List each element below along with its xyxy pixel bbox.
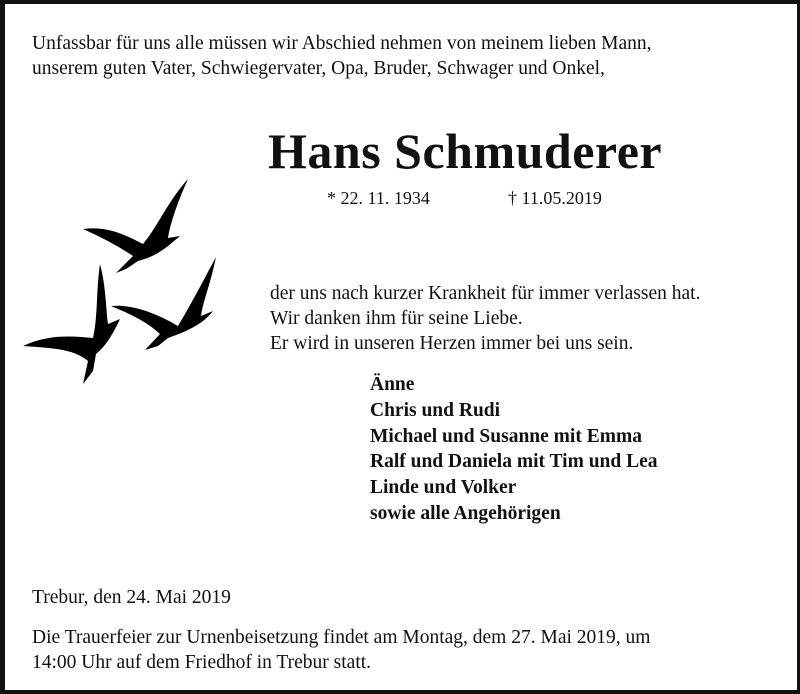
mourner: Michael und Susanne mit Emma [370, 425, 642, 447]
funeral-line-1: Die Trauerfeier zur Urnenbeisetzung findet am Montag, dem 27. Mai 2019, um [32, 627, 651, 648]
message-line-1: der uns nach kurzer Krankheit für immer verlassen hat. [270, 283, 701, 304]
bird-icon [23, 264, 120, 384]
place-date: Trebur, den 24. Mai 2019 [32, 587, 231, 608]
mourner: sowie alle Angehörigen [370, 502, 561, 524]
intro-line-1: Unfassbar für uns alle müssen wir Abschied nehmen von meinem lieben Mann, [32, 33, 652, 54]
flying-birds-icon [18, 176, 228, 386]
funeral-line-2: 14:00 Uhr auf dem Friedhof in Trebur statt. [32, 652, 372, 673]
death-date: † 11.05.2019 [508, 188, 602, 208]
deceased-name: Hans Schmuderer [268, 123, 663, 179]
intro-line-2: unserem guten Vater, Schwiegervater, Opa, Bruder, Schwager und Onkel, [32, 58, 605, 79]
bird-icon [83, 179, 188, 273]
mourner: Ralf und Daniela mit Tim und Lea [370, 451, 658, 473]
bird-icon [111, 257, 216, 350]
message-line-3: Er wird in unseren Herzen immer bei uns sein. [270, 333, 634, 354]
mourners-list [370, 372, 658, 527]
mourner: Linde und Volker [370, 477, 517, 499]
birth-date: * 22. 11. 1934 [327, 188, 430, 208]
mourner: Änne [370, 374, 415, 395]
mourner: Chris und Rudi [370, 399, 501, 421]
message-line-2: Wir danken ihm für seine Liebe. [270, 308, 523, 329]
